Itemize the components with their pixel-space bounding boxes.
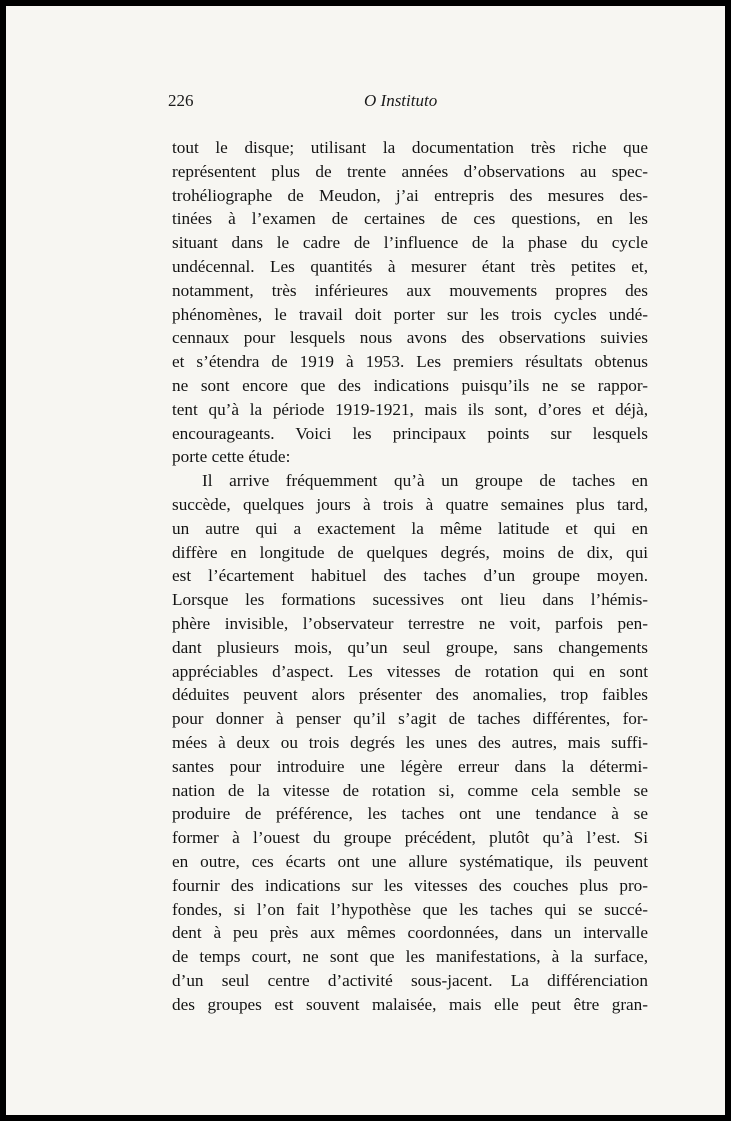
text-line: undécennal. Les quantités à mesurer étant très petites et, (172, 256, 648, 276)
text-line: Il arrive fréquemment qu’à un groupe de taches en (202, 471, 648, 491)
text-line: appréciables d’aspect. Les vitesses de rotation qui en sont (172, 661, 648, 681)
text-line: fondes, si l’on fait l’hypothèse que les taches qui se succé- (172, 899, 648, 919)
text-line: santes pour introduire une légère erreur dans la détermi- (172, 756, 648, 776)
text-line: tinées à l’examen de certaines de ces questions, en les (172, 209, 648, 229)
text-line: situant dans le cadre de l’influence de la phase du cycle (172, 233, 648, 253)
text-line: nation de la vitesse de rotation si, comme cela semble se (172, 780, 648, 800)
text-line: fournir des indications sur les vitesses des couches plus pro- (172, 875, 648, 895)
text-line: d’un seul centre d’activité sous-jacent. La différenciation (172, 970, 648, 990)
text-line: dent à peu près aux mêmes coordonnées, dans un intervalle (172, 923, 648, 943)
text-line: porte cette étude: (172, 447, 291, 467)
text-line: un autre qui a exactement la même latitude et qui en (172, 518, 648, 538)
text-line: phénomènes, le travail doit porter sur les trois cycles undé- (172, 304, 648, 324)
text-line: produire de préférence, les taches ont une tendance à se (172, 804, 648, 824)
text-line: cennaux pour lesquels nous avons des observations suivies (172, 328, 648, 348)
text-line: trohéliographe de Meudon, j’ai entrepris des mesures des- (172, 185, 648, 205)
running-title: O Instituto (364, 91, 438, 110)
text-line: mées à deux ou trois degrés les unes des autres, mais suffi- (172, 732, 648, 752)
running-header (168, 91, 648, 115)
page-number: 226 (168, 91, 194, 110)
text-line: notamment, très inférieures aux mouvements propres des (172, 280, 648, 300)
text-line: pour donner à penser qu’il s’agit de taches différentes, for- (172, 709, 648, 729)
text-line: succède, quelques jours à trois à quatre semaines plus tard, (172, 494, 648, 514)
text-line: Lorsque les formations sucessives ont lieu dans l’hémis- (172, 590, 648, 610)
text-line: ne sont encore que des indications puisqu’ils ne se rappor- (172, 375, 648, 395)
text-line: est l’écartement habituel des taches d’un groupe moyen. (172, 566, 648, 586)
text-line: diffère en longitude de quelques degrés, moins de dix, qui (172, 542, 648, 562)
text-line: déduites peuvent alors présenter des anomalies, trop faibles (172, 685, 648, 705)
text-line: représentent plus de trente années d’observations au spec- (172, 161, 648, 181)
text-line: des groupes est souvent malaisée, mais elle peut être gran- (172, 994, 648, 1014)
text-line: encourageants. Voici les principaux points sur lesquels (172, 423, 648, 443)
text-line: et s’étendra de 1919 à 1953. Les premiers résultats obtenus (172, 352, 648, 372)
book-page (6, 6, 725, 1115)
text-line: en outre, ces écarts ont une allure systématique, ils peuvent (172, 851, 648, 871)
body-text (172, 136, 648, 1016)
text-line: phère invisible, l’observateur terrestre ne voit, parfois pen- (172, 613, 648, 633)
text-line: tout le disque; utilisant la documentation très riche que (172, 138, 648, 157)
text-line: de temps court, ne sont que les manifestations, à la surface, (172, 947, 648, 967)
text-line: tent qu’à la période 1919-1921, mais ils sont, d’ores et déjà, (172, 399, 648, 419)
text-line: dant plusieurs mois, qu’un seul groupe, sans changements (172, 637, 648, 657)
text-line: former à l’ouest du groupe précédent, plutôt qu’à l’est. Si (172, 828, 648, 848)
